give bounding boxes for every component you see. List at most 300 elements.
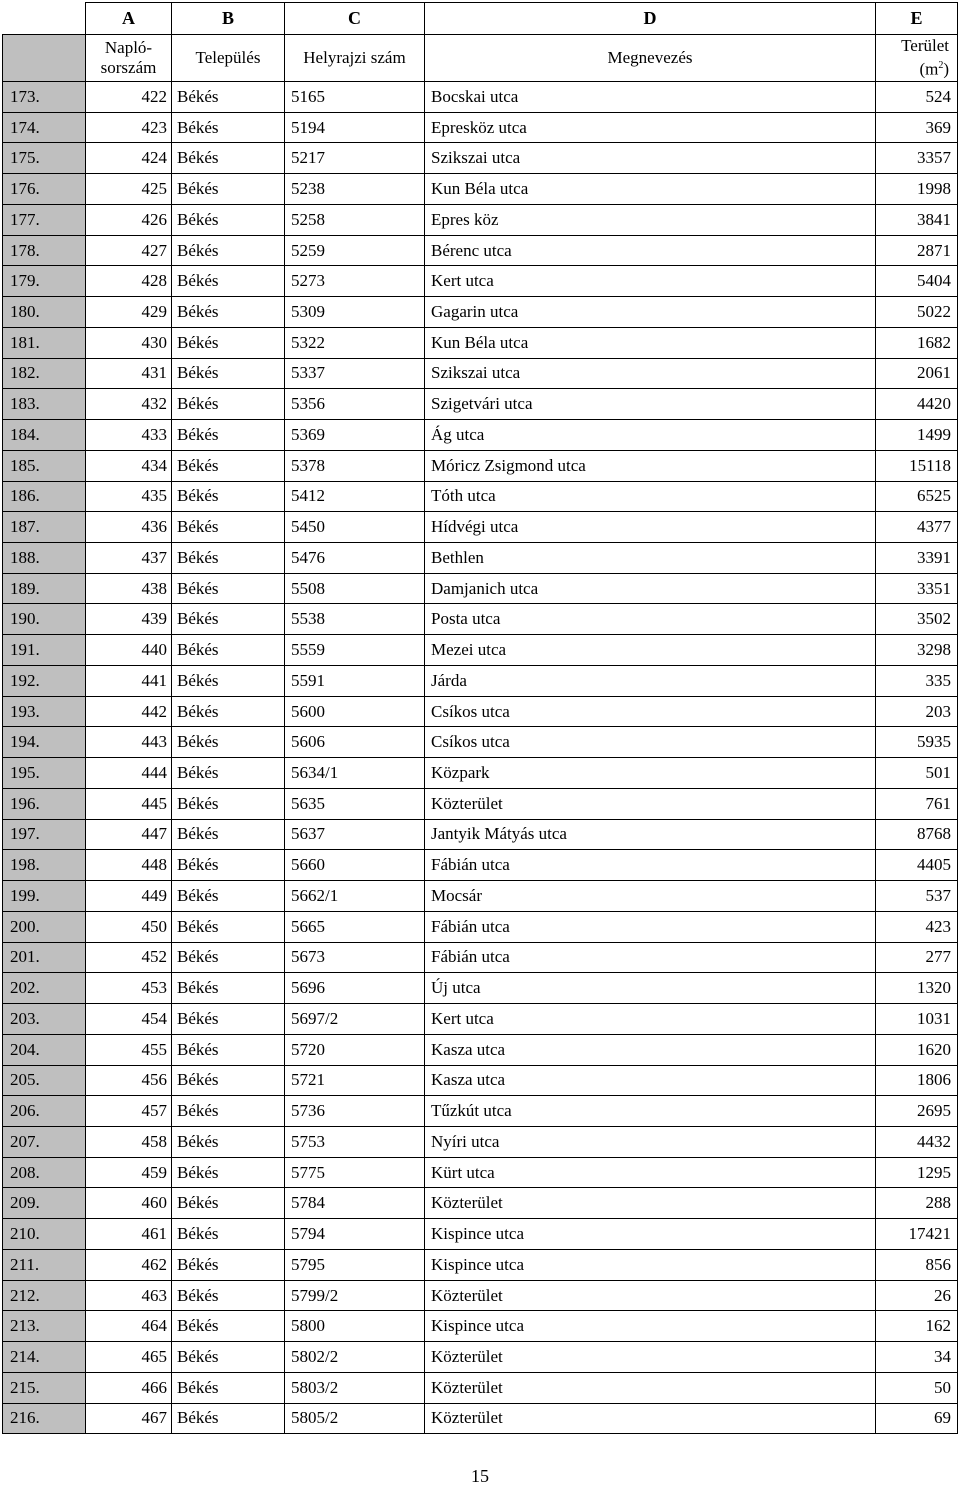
row-number-cell: 199. <box>3 881 86 912</box>
table-row <box>3 850 958 881</box>
terulet-cell: 3391 <box>876 543 958 574</box>
megnevezes-cell: Közterület <box>425 1342 876 1373</box>
telepules-cell: Békés <box>172 788 285 819</box>
megnevezes-cell: Közterület <box>425 1188 876 1219</box>
telepules-cell: Békés <box>172 1188 285 1219</box>
terulet-cell: 5404 <box>876 266 958 297</box>
terulet-cell: 1806 <box>876 1065 958 1096</box>
terulet-cell: 4432 <box>876 1126 958 1157</box>
table-row <box>3 1342 958 1373</box>
row-number-cell: 215. <box>3 1372 86 1403</box>
row-number-cell: 209. <box>3 1188 86 1219</box>
table-row <box>3 788 958 819</box>
terulet-unit: (m <box>919 59 939 79</box>
table-row <box>3 1157 958 1188</box>
row-number-cell: 193. <box>3 696 86 727</box>
megnevezes-cell: Szigetvári utca <box>425 389 876 420</box>
naplo-cell: 442 <box>86 696 172 727</box>
naplo-cell: 465 <box>86 1342 172 1373</box>
helyrajzi-cell: 5805/2 <box>285 1403 425 1434</box>
helyrajzi-cell: 5165 <box>285 82 425 113</box>
megnevezes-cell: Fábián utca <box>425 911 876 942</box>
row-number-cell: 213. <box>3 1311 86 1342</box>
helyrajzi-cell: 5450 <box>285 512 425 543</box>
terulet-cell: 2061 <box>876 358 958 389</box>
naplo-cell: 425 <box>86 174 172 205</box>
helyrajzi-cell: 5753 <box>285 1126 425 1157</box>
table-row <box>3 727 958 758</box>
table-row <box>3 973 958 1004</box>
terulet-cell: 2871 <box>876 235 958 266</box>
megnevezes-cell: Jantyik Mátyás utca <box>425 819 876 850</box>
terulet-cell: 8768 <box>876 819 958 850</box>
row-number-cell: 214. <box>3 1342 86 1373</box>
table-row <box>3 389 958 420</box>
naplo-cell: 429 <box>86 297 172 328</box>
corner-cell <box>3 3 86 35</box>
terulet-cell: 537 <box>876 881 958 912</box>
terulet-cell: 369 <box>876 112 958 143</box>
helyrajzi-header: Helyrajzi szám <box>285 35 425 82</box>
naplo-cell: 423 <box>86 112 172 143</box>
telepules-cell: Békés <box>172 143 285 174</box>
helyrajzi-cell: 5508 <box>285 573 425 604</box>
naplo-cell: 437 <box>86 543 172 574</box>
row-number-cell: 188. <box>3 543 86 574</box>
megnevezes-cell: Csíkos utca <box>425 727 876 758</box>
naplo-cell: 426 <box>86 204 172 235</box>
row-number-cell: 185. <box>3 450 86 481</box>
table-row <box>3 327 958 358</box>
megnevezes-cell: Gagarin utca <box>425 297 876 328</box>
naplo-cell: 433 <box>86 420 172 451</box>
naplo-cell: 434 <box>86 450 172 481</box>
megnevezes-cell: Tóth utca <box>425 481 876 512</box>
terulet-cell: 288 <box>876 1188 958 1219</box>
terulet-cell: 335 <box>876 665 958 696</box>
table-row <box>3 1034 958 1065</box>
row-number-cell: 187. <box>3 512 86 543</box>
table-row <box>3 1065 958 1096</box>
megnevezes-cell: Fábián utca <box>425 850 876 881</box>
terulet-cell: 2695 <box>876 1096 958 1127</box>
megnevezes-cell: Szikszai utca <box>425 358 876 389</box>
megnevezes-cell: Szikszai utca <box>425 143 876 174</box>
helyrajzi-cell: 5800 <box>285 1311 425 1342</box>
terulet-cell: 17421 <box>876 1219 958 1250</box>
telepules-cell: Békés <box>172 389 285 420</box>
helyrajzi-cell: 5412 <box>285 481 425 512</box>
telepules-cell: Békés <box>172 1096 285 1127</box>
helyrajzi-cell: 5802/2 <box>285 1342 425 1373</box>
column-letter-row <box>3 3 958 35</box>
terulet-cell: 69 <box>876 1403 958 1434</box>
table-row <box>3 942 958 973</box>
row-number-cell: 189. <box>3 573 86 604</box>
helyrajzi-cell: 5795 <box>285 1249 425 1280</box>
megnevezes-cell: Kasza utca <box>425 1065 876 1096</box>
terulet-cell: 856 <box>876 1249 958 1280</box>
page-number: 15 <box>471 1466 489 1486</box>
megnevezes-cell: Kispince utca <box>425 1311 876 1342</box>
helyrajzi-cell: 5673 <box>285 942 425 973</box>
helyrajzi-cell: 5559 <box>285 635 425 666</box>
naplo-cell: 424 <box>86 143 172 174</box>
helyrajzi-cell: 5476 <box>285 543 425 574</box>
naplo-cell: 449 <box>86 881 172 912</box>
row-number-cell: 198. <box>3 850 86 881</box>
helyrajzi-cell: 5665 <box>285 911 425 942</box>
terulet-cell: 3357 <box>876 143 958 174</box>
megnevezes-cell: Bérenc utca <box>425 235 876 266</box>
telepules-cell: Békés <box>172 696 285 727</box>
helyrajzi-cell: 5591 <box>285 665 425 696</box>
megnevezes-cell: Epresköz utca <box>425 112 876 143</box>
table-row <box>3 143 958 174</box>
column-letter-d: D <box>425 3 876 35</box>
telepules-cell: Békés <box>172 1004 285 1035</box>
telepules-cell: Békés <box>172 665 285 696</box>
terulet-cell: 34 <box>876 1342 958 1373</box>
helyrajzi-cell: 5273 <box>285 266 425 297</box>
megnevezes-cell: Epres köz <box>425 204 876 235</box>
telepules-cell: Békés <box>172 174 285 205</box>
naplo-cell: 453 <box>86 973 172 1004</box>
row-number-cell: 183. <box>3 389 86 420</box>
helyrajzi-cell: 5258 <box>285 204 425 235</box>
row-number-cell: 210. <box>3 1219 86 1250</box>
helyrajzi-cell: 5217 <box>285 143 425 174</box>
helyrajzi-cell: 5696 <box>285 973 425 1004</box>
naplo-cell: 427 <box>86 235 172 266</box>
telepules-cell: Békés <box>172 112 285 143</box>
terulet-cell: 761 <box>876 788 958 819</box>
megnevezes-cell: Fábián utca <box>425 942 876 973</box>
table-row <box>3 911 958 942</box>
helyrajzi-cell: 5720 <box>285 1034 425 1065</box>
telepules-cell: Békés <box>172 1342 285 1373</box>
megnevezes-cell: Kun Béla utca <box>425 174 876 205</box>
helyrajzi-cell: 5369 <box>285 420 425 451</box>
row-number-cell: 174. <box>3 112 86 143</box>
helyrajzi-cell: 5635 <box>285 788 425 819</box>
telepules-cell: Békés <box>172 1219 285 1250</box>
naplo-cell: 443 <box>86 727 172 758</box>
terulet-cell: 501 <box>876 758 958 789</box>
telepules-cell: Békés <box>172 1065 285 1096</box>
megnevezes-cell: Ág utca <box>425 420 876 451</box>
table-row <box>3 1280 958 1311</box>
telepules-cell: Békés <box>172 1372 285 1403</box>
terulet-unit-sup: 2 <box>938 60 944 72</box>
telepules-cell: Békés <box>172 635 285 666</box>
row-number-cell: 190. <box>3 604 86 635</box>
table-row <box>3 758 958 789</box>
table-row <box>3 204 958 235</box>
terulet-cell: 1998 <box>876 174 958 205</box>
row-number-cell: 206. <box>3 1096 86 1127</box>
terulet-cell: 1499 <box>876 420 958 451</box>
helyrajzi-cell: 5637 <box>285 819 425 850</box>
helyrajzi-cell: 5662/1 <box>285 881 425 912</box>
megnevezes-cell: Nyíri utca <box>425 1126 876 1157</box>
naplo-cell: 460 <box>86 1188 172 1219</box>
helyrajzi-cell: 5784 <box>285 1188 425 1219</box>
row-number-cell: 191. <box>3 635 86 666</box>
helyrajzi-cell: 5736 <box>285 1096 425 1127</box>
naplo-cell: 454 <box>86 1004 172 1035</box>
megnevezes-cell: Új utca <box>425 973 876 1004</box>
helyrajzi-cell: 5660 <box>285 850 425 881</box>
row-number-cell: 186. <box>3 481 86 512</box>
naplo-cell: 452 <box>86 942 172 973</box>
row-number-cell: 175. <box>3 143 86 174</box>
table-row <box>3 604 958 635</box>
naplo-cell: 462 <box>86 1249 172 1280</box>
megnevezes-cell: Kürt utca <box>425 1157 876 1188</box>
naplo-cell: 467 <box>86 1403 172 1434</box>
terulet-cell: 524 <box>876 82 958 113</box>
telepules-cell: Békés <box>172 1249 285 1280</box>
megnevezes-cell: Móricz Zsigmond utca <box>425 450 876 481</box>
column-header-row <box>3 35 958 82</box>
megnevezes-cell: Közterület <box>425 1280 876 1311</box>
helyrajzi-cell: 5794 <box>285 1219 425 1250</box>
naplo-cell: 463 <box>86 1280 172 1311</box>
column-letter-a: A <box>86 3 172 35</box>
helyrajzi-cell: 5337 <box>285 358 425 389</box>
terulet-header <box>876 35 958 82</box>
naplo-cell: 450 <box>86 911 172 942</box>
helyrajzi-cell: 5259 <box>285 235 425 266</box>
row-number-cell: 195. <box>3 758 86 789</box>
naplo-cell: 466 <box>86 1372 172 1403</box>
table-row <box>3 420 958 451</box>
megnevezes-header: Megnevezés <box>425 35 876 82</box>
column-letter-e: E <box>876 3 958 35</box>
megnevezes-cell: Bocskai utca <box>425 82 876 113</box>
table-row <box>3 174 958 205</box>
telepules-cell: Békés <box>172 942 285 973</box>
helyrajzi-cell: 5194 <box>285 112 425 143</box>
megnevezes-cell: Közpark <box>425 758 876 789</box>
telepules-cell: Békés <box>172 481 285 512</box>
terulet-cell: 1620 <box>876 1034 958 1065</box>
terulet-cell: 162 <box>876 1311 958 1342</box>
table-row <box>3 358 958 389</box>
megnevezes-cell: Kert utca <box>425 1004 876 1035</box>
megnevezes-cell: Mocsár <box>425 881 876 912</box>
naplo-cell: 457 <box>86 1096 172 1127</box>
row-number-cell: 203. <box>3 1004 86 1035</box>
row-number-cell: 192. <box>3 665 86 696</box>
terulet-unit-close: ) <box>943 59 949 79</box>
megnevezes-cell: Kasza utca <box>425 1034 876 1065</box>
terulet-cell: 3841 <box>876 204 958 235</box>
row-number-header <box>3 35 86 82</box>
megnevezes-cell: Járda <box>425 665 876 696</box>
table-row <box>3 1126 958 1157</box>
telepules-cell: Békés <box>172 1311 285 1342</box>
megnevezes-cell: Közterület <box>425 788 876 819</box>
row-number-cell: 184. <box>3 420 86 451</box>
row-number-cell: 177. <box>3 204 86 235</box>
naplo-cell: 440 <box>86 635 172 666</box>
telepules-cell: Békés <box>172 204 285 235</box>
telepules-cell: Békés <box>172 543 285 574</box>
helyrajzi-cell: 5697/2 <box>285 1004 425 1035</box>
helyrajzi-cell: 5634/1 <box>285 758 425 789</box>
megnevezes-cell: Mezei utca <box>425 635 876 666</box>
row-number-cell: 178. <box>3 235 86 266</box>
terulet-cell: 203 <box>876 696 958 727</box>
terulet-cell: 15118 <box>876 450 958 481</box>
megnevezes-cell: Posta utca <box>425 604 876 635</box>
naplo-cell: 430 <box>86 327 172 358</box>
telepules-cell: Békés <box>172 1034 285 1065</box>
helyrajzi-cell: 5606 <box>285 727 425 758</box>
property-table <box>2 2 958 1434</box>
table-row <box>3 266 958 297</box>
row-number-cell: 201. <box>3 942 86 973</box>
table-row <box>3 1004 958 1035</box>
telepules-cell: Békés <box>172 1403 285 1434</box>
megnevezes-cell: Közterület <box>425 1372 876 1403</box>
naplo-cell: 432 <box>86 389 172 420</box>
telepules-cell: Békés <box>172 358 285 389</box>
megnevezes-cell: Kispince utca <box>425 1219 876 1250</box>
telepules-cell: Békés <box>172 819 285 850</box>
terulet-cell: 6525 <box>876 481 958 512</box>
table-row <box>3 481 958 512</box>
row-number-cell: 194. <box>3 727 86 758</box>
helyrajzi-cell: 5238 <box>285 174 425 205</box>
telepules-cell: Békés <box>172 82 285 113</box>
terulet-cell: 277 <box>876 942 958 973</box>
terulet-cell: 5935 <box>876 727 958 758</box>
row-number-cell: 207. <box>3 1126 86 1157</box>
helyrajzi-cell: 5378 <box>285 450 425 481</box>
table-row <box>3 543 958 574</box>
row-number-cell: 200. <box>3 911 86 942</box>
table-row <box>3 665 958 696</box>
naplo-cell: 431 <box>86 358 172 389</box>
telepules-cell: Békés <box>172 604 285 635</box>
helyrajzi-cell: 5356 <box>285 389 425 420</box>
megnevezes-cell: Hídvégi utca <box>425 512 876 543</box>
row-number-cell: 208. <box>3 1157 86 1188</box>
row-number-cell: 197. <box>3 819 86 850</box>
table-row <box>3 1219 958 1250</box>
row-number-cell: 216. <box>3 1403 86 1434</box>
helyrajzi-cell: 5775 <box>285 1157 425 1188</box>
telepules-cell: Békés <box>172 727 285 758</box>
naplo-cell: 464 <box>86 1311 172 1342</box>
row-number-cell: 205. <box>3 1065 86 1096</box>
table-row <box>3 1096 958 1127</box>
terulet-cell: 5022 <box>876 297 958 328</box>
table-body <box>3 82 958 1434</box>
telepules-cell: Békés <box>172 1126 285 1157</box>
telepules-cell: Békés <box>172 1280 285 1311</box>
helyrajzi-cell: 5309 <box>285 297 425 328</box>
terulet-cell: 1682 <box>876 327 958 358</box>
terulet-cell: 1031 <box>876 1004 958 1035</box>
telepules-cell: Békés <box>172 450 285 481</box>
telepules-cell: Békés <box>172 573 285 604</box>
naplo-cell: 444 <box>86 758 172 789</box>
row-number-cell: 176. <box>3 174 86 205</box>
table-row <box>3 573 958 604</box>
naplo-cell: 439 <box>86 604 172 635</box>
table-row <box>3 297 958 328</box>
helyrajzi-cell: 5799/2 <box>285 1280 425 1311</box>
row-number-cell: 181. <box>3 327 86 358</box>
megnevezes-cell: Kert utca <box>425 266 876 297</box>
megnevezes-cell: Tűzkút utca <box>425 1096 876 1127</box>
row-number-cell: 211. <box>3 1249 86 1280</box>
telepules-cell: Békés <box>172 881 285 912</box>
naplo-cell: 422 <box>86 82 172 113</box>
table-row <box>3 82 958 113</box>
megnevezes-cell: Damjanich utca <box>425 573 876 604</box>
helyrajzi-cell: 5600 <box>285 696 425 727</box>
telepules-cell: Békés <box>172 911 285 942</box>
terulet-cell: 50 <box>876 1372 958 1403</box>
row-number-cell: 204. <box>3 1034 86 1065</box>
table-row <box>3 635 958 666</box>
telepules-cell: Békés <box>172 973 285 1004</box>
megnevezes-cell: Bethlen <box>425 543 876 574</box>
naplo-cell: 436 <box>86 512 172 543</box>
table-row <box>3 450 958 481</box>
telepules-cell: Békés <box>172 420 285 451</box>
table-row <box>3 881 958 912</box>
row-number-cell: 212. <box>3 1280 86 1311</box>
telepules-header: Település <box>172 35 285 82</box>
table-row <box>3 1372 958 1403</box>
telepules-cell: Békés <box>172 297 285 328</box>
table-row <box>3 1403 958 1434</box>
naplo-cell: 455 <box>86 1034 172 1065</box>
row-number-cell: 182. <box>3 358 86 389</box>
table-row <box>3 1188 958 1219</box>
table-row <box>3 112 958 143</box>
terulet-cell: 1320 <box>876 973 958 1004</box>
naplo-cell: 441 <box>86 665 172 696</box>
row-number-cell: 180. <box>3 297 86 328</box>
naplo-cell: 448 <box>86 850 172 881</box>
megnevezes-cell: Csíkos utca <box>425 696 876 727</box>
terulet-cell: 4420 <box>876 389 958 420</box>
table-row <box>3 512 958 543</box>
megnevezes-cell: Közterület <box>425 1403 876 1434</box>
helyrajzi-cell: 5803/2 <box>285 1372 425 1403</box>
row-number-cell: 179. <box>3 266 86 297</box>
helyrajzi-cell: 5538 <box>285 604 425 635</box>
telepules-cell: Békés <box>172 1157 285 1188</box>
naplo-cell: 459 <box>86 1157 172 1188</box>
terulet-cell: 3298 <box>876 635 958 666</box>
naplo-cell: 447 <box>86 819 172 850</box>
megnevezes-cell: Kun Béla utca <box>425 327 876 358</box>
terulet-cell: 423 <box>876 911 958 942</box>
table-row <box>3 696 958 727</box>
table-row <box>3 819 958 850</box>
terulet-cell: 4377 <box>876 512 958 543</box>
terulet-label: Terület <box>901 36 949 56</box>
helyrajzi-cell: 5721 <box>285 1065 425 1096</box>
